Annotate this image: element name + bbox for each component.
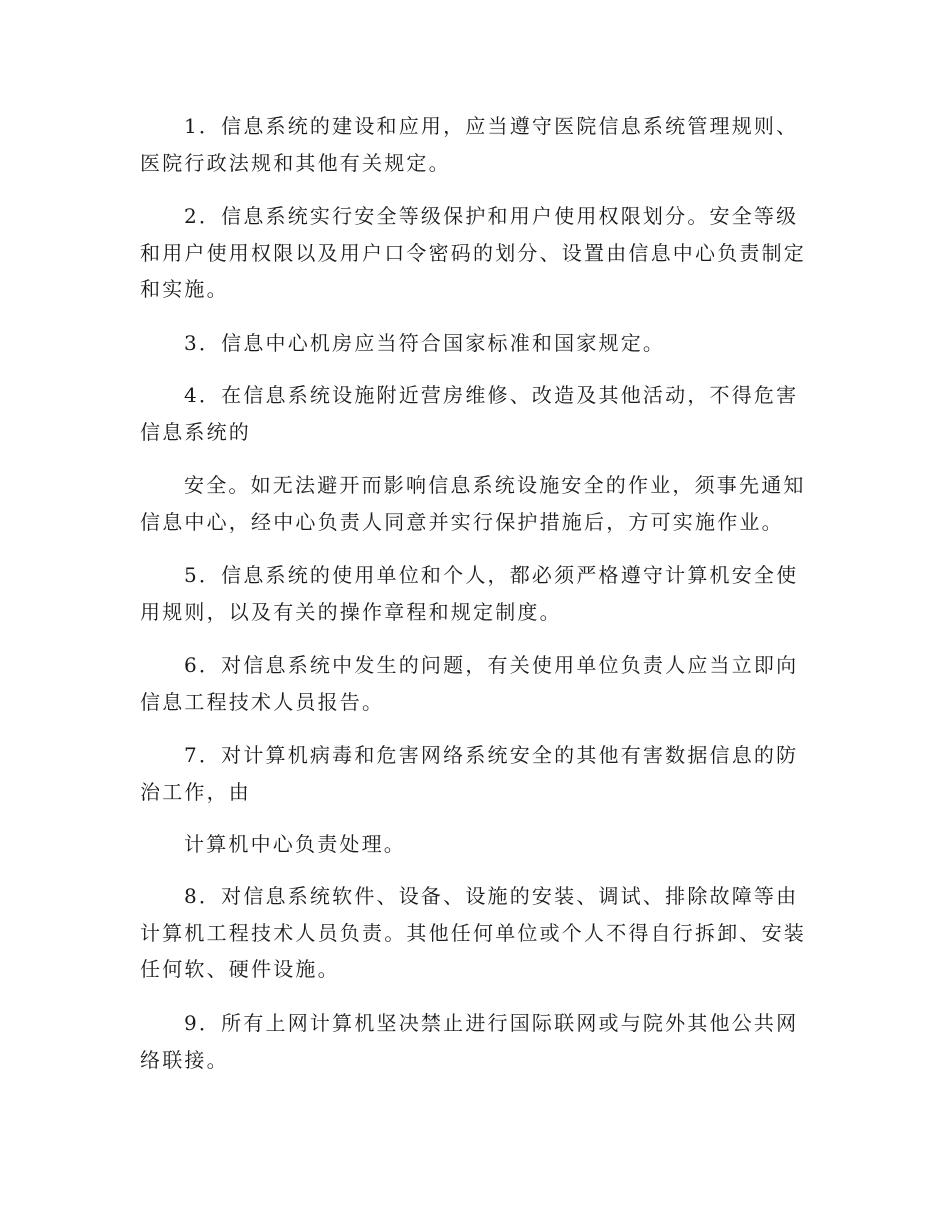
paragraph-6: 6．对信息系统中发生的问题，有关使用单位负责人应当立即向信息工程技术人员报告。 <box>140 653 799 714</box>
paragraph-7: 7．对计算机病毒和危害网络系统安全的其他有害数据信息的防治工作，由 <box>140 743 799 804</box>
paragraph-7-continued: 计算机中心负责处理。 <box>184 832 406 856</box>
paragraph-9: 9．所有上网计算机坚决禁止进行国际联网或与院外其他公共网络联接。 <box>140 1011 799 1072</box>
paragraph-3: 3．信息中心机房应当符合国家标准和国家规定。 <box>184 331 666 355</box>
paragraph-8: 8．对信息系统软件、设备、设施的安装、调试、排除故障等由计算机工程技术人员负责。其他任何单位或个人不得自行拆卸、安装任何软、硬件设施。 <box>140 884 806 981</box>
paragraph-4: 4．在信息系统设施附近营房维修、改造及其他活动，不得危害信息系统的 <box>140 383 799 444</box>
paragraph-1: 1．信息系统的建设和应用，应当遵守医院信息系统管理规则、医院行政法规和其他有关规定。 <box>140 114 799 175</box>
paragraph-4-continued: 安全。如无法避开而影响信息系统设施安全的作业，须事先通知信息中心，经中心负责人同意并实行保护措施后，方可实施作业。 <box>140 473 806 534</box>
paragraph-2: 2．信息系统实行安全等级保护和用户使用权限划分。安全等级和用户使用权限以及用户口令密码的划分、设置由信息中心负责制定和实施。 <box>140 204 806 301</box>
paragraph-5: 5．信息系统的使用单位和个人，都必须严格遵守计算机安全使用规则，以及有关的操作章程和规定制度。 <box>140 563 799 624</box>
